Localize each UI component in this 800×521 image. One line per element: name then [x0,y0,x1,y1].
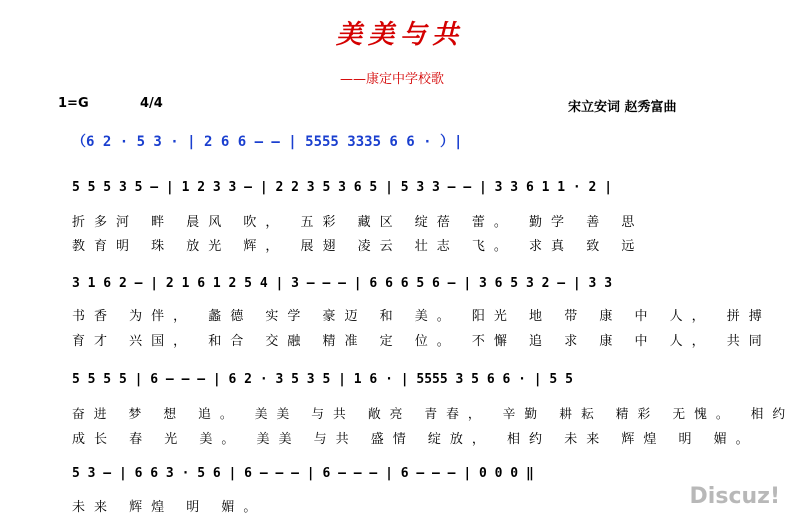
lyric-line-3-verse-2: 成长 春 光 美。 美美 与共 盛情 绽放， 相约 未来 辉煌 明 媚。 [72,432,758,447]
song-title: 美美与共 [335,20,464,50]
song-credits: 宋立安词 赵秀富曲 [568,100,677,115]
lyric-line-1-verse-2: 教育明 珠 放光 辉， 展翅 凌云 壮志 飞。 求真 致 远 [72,239,644,254]
notation-line-1: 5 5 5 3 5 — | 1 2 3 3 — | 2 2 3 5 3 6 5 | 5 3 3 — — | 3 3 6 1 1 · 2 | [72,180,613,195]
lyric-line-1-verse-1: 折多河 畔 晨风 吹， 五彩 藏区 绽蓓 蕾。 勤学 善 思 [72,215,644,230]
lyric-line-4-verse-1: 未来 辉煌 明 媚。 [72,500,266,515]
time-signature: 4/4 [140,96,163,111]
notation-line-4: 5 3 — | 6 6 3 · 5 6 | 6 — — — | 6 — — — | 6 — — — | 0 0 0 ‖ [72,466,534,481]
intro-notation: （6 2 · 5 3 · | 2 6 6 — — | 5555 3335 6 6 · ）| [72,134,463,150]
key-signature: 1=G [58,96,89,111]
song-subtitle: ——康定中学校歌 [340,72,445,87]
lyric-line-2-verse-2: 育才 兴国， 和合 交融 精准 定 位。 不懈 追 求 康 中 人， 共同 [72,334,771,349]
lyric-line-3-verse-1: 奋进 梦 想 追。 美美 与共 敞亮 青春， 辛勤 耕耘 精彩 无愧。 相约 [72,407,795,422]
notation-line-2: 3 1 6 2 — | 2 1 6 1 2 5 4 | 3 — — — | 6 6 6 5 6 — | 3 6 5 3 2 — | 3 3 [72,276,613,291]
watermark-logo: Discuz! [689,484,780,509]
notation-line-3: 5 5 5 5 | 6 — — — | 6 2 · 3 5 3 5 | 1 6 · | 5555 3 5 6 6 · | 5 5 [72,372,573,387]
lyric-line-2-verse-1: 书香 为伴， 蠡德 实学 豪迈 和 美。 阳光 地 带 康 中 人， 拼搏 [72,309,771,324]
